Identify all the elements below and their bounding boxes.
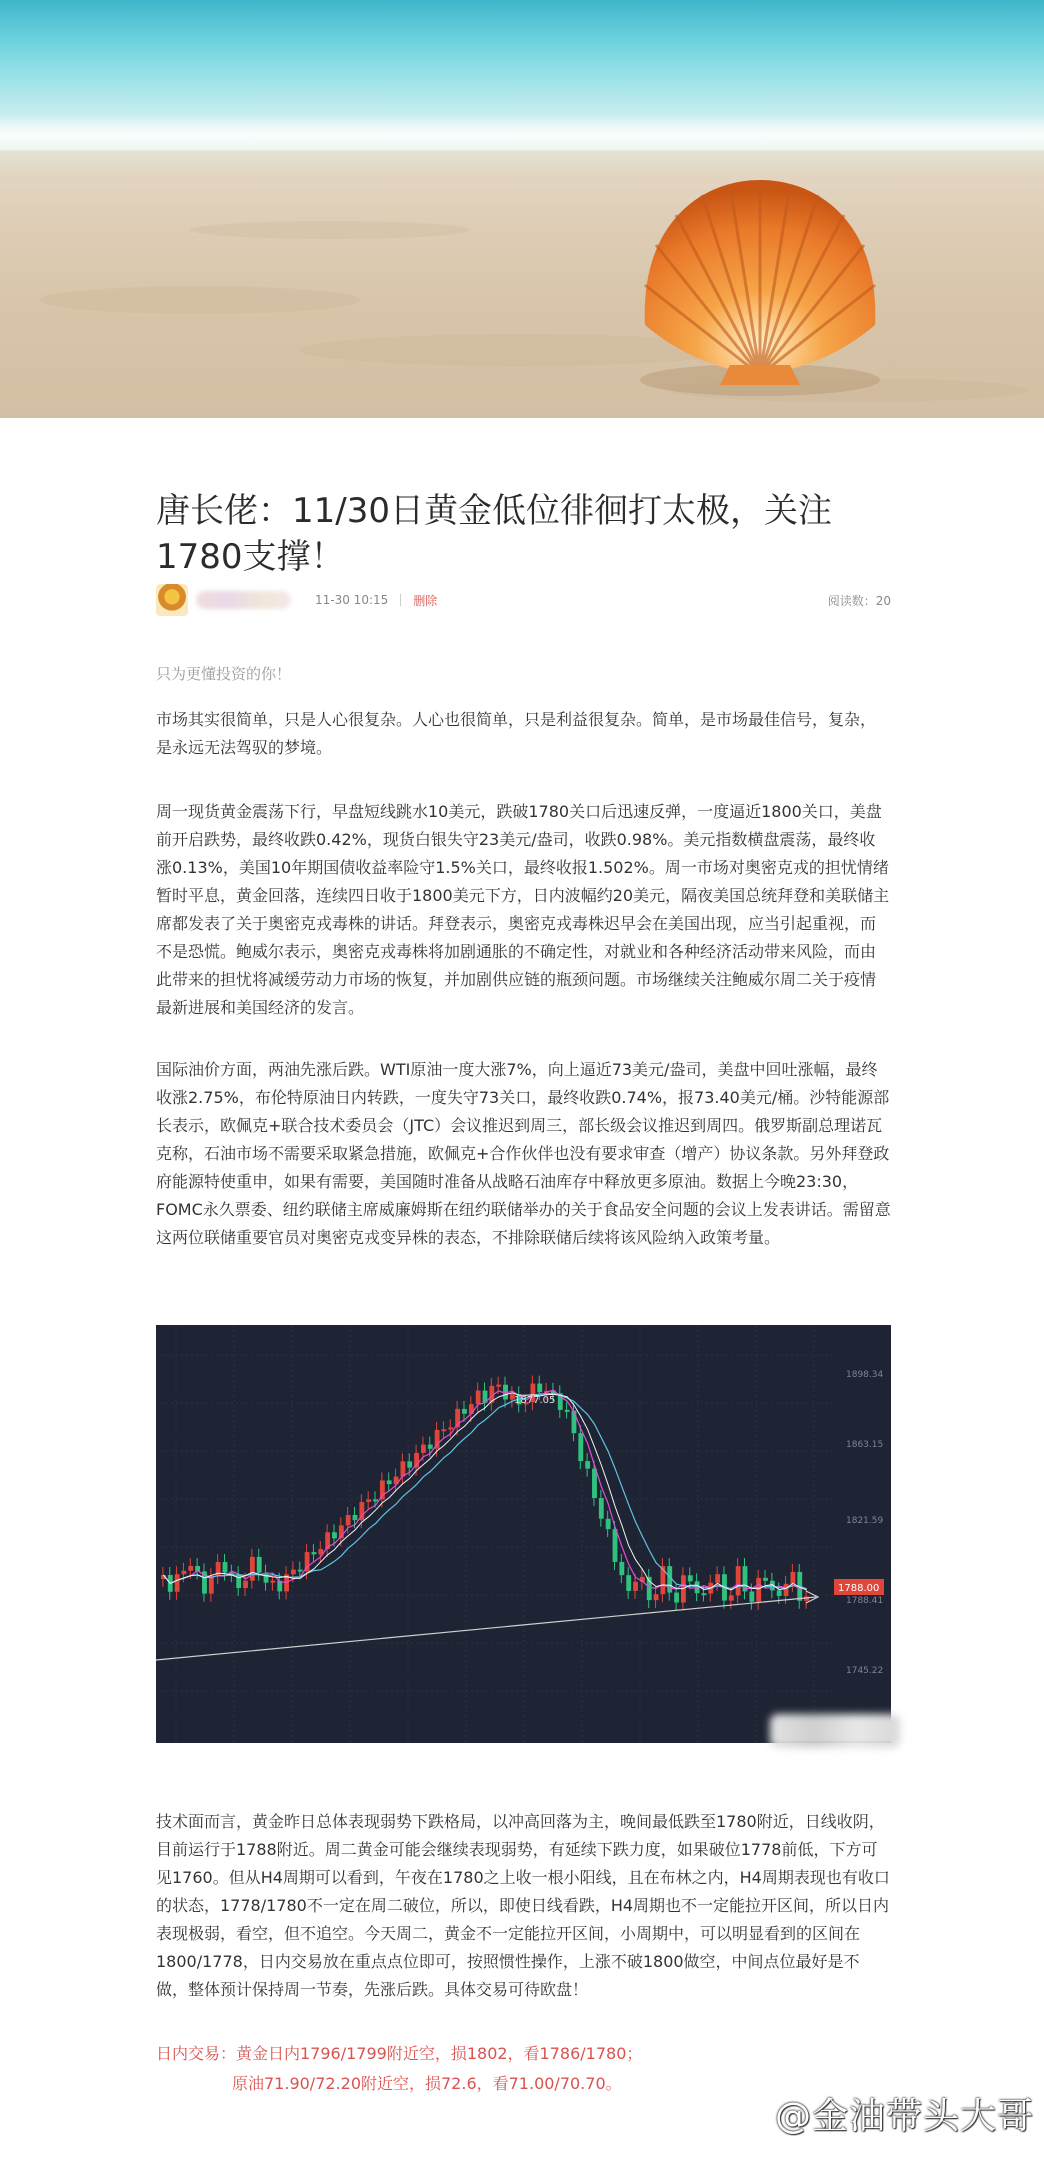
price-tag-label: 1788.00 (838, 1583, 880, 1594)
candle-body (715, 1574, 720, 1583)
candle-body (763, 1578, 768, 1581)
candle-body (223, 1562, 228, 1573)
candle-body (448, 1427, 453, 1429)
banner-image (0, 0, 1044, 418)
trade-line-gold: 日内交易：黄金日内1796/1799附近空，损1802，看1786/1780； (156, 2044, 643, 2063)
candle-body (387, 1480, 392, 1484)
delete-link[interactable]: 删除 (413, 593, 438, 608)
candle-body (257, 1557, 262, 1573)
candle-body (182, 1571, 187, 1574)
candle-body (688, 1575, 693, 1581)
avatar[interactable] (156, 584, 188, 616)
candle-body (496, 1385, 501, 1387)
candle-body (606, 1519, 611, 1529)
candle-body (291, 1570, 296, 1575)
candle-body (790, 1572, 795, 1584)
candle-body (578, 1433, 583, 1461)
trade-line-oil: 原油71.90/72.20附近空，损72.6，看71.00/70.70。 (232, 2074, 622, 2093)
meta-divider (400, 594, 401, 606)
candle-body (373, 1499, 378, 1501)
author-name-blurred[interactable] (196, 591, 291, 609)
axis-label: 1863.15 (846, 1440, 884, 1450)
candle-body (476, 1391, 481, 1405)
axis-label: 1745.22 (846, 1666, 884, 1676)
candle-body (188, 1566, 193, 1571)
candle-body (346, 1515, 351, 1525)
high-price-label: 1877.05 (514, 1395, 556, 1406)
candle-body (599, 1498, 604, 1519)
candle-body (243, 1581, 248, 1588)
candle-body (209, 1576, 214, 1593)
candle-body (777, 1590, 782, 1596)
motto-text: 只为更懂投资的你！ (156, 665, 292, 683)
candle-body (366, 1499, 371, 1502)
candle-body (585, 1461, 590, 1468)
candle-body (380, 1480, 385, 1499)
candlestick-chart-svg (156, 1325, 891, 1743)
axis-label: 1821.59 (846, 1516, 884, 1526)
candlestick-chart (156, 1325, 891, 1743)
candle-body (236, 1574, 241, 1588)
candle-body (175, 1574, 180, 1592)
candle-body (784, 1584, 789, 1596)
candle-body (264, 1573, 269, 1583)
candle-body (613, 1529, 618, 1562)
candle-body (736, 1566, 741, 1595)
paragraph-4: 技术面而言，黄金昨日总体表现弱势下跌格局，以冲高回落为主，晚间最低跌至1780附近，日线收阴，目前运行于1788附近。周二黄金可能会继续表现弱势，有延续下跌力度，如果破位1778前低，下方可见1760。但从H4周期可以看到，午夜在1780之上收一根小阳线，且在布林之内，H4周期表现也有收口的状态，1778/1780不一定在周二破位，所以，即使日线看跌，H4周期也不一定能拉开区间，所以日内表现极弱，看空，但不追空。今天周二，黄金不一定能拉开区间，小周期中，可以明显看到的区间在1800/1778，日内交易放在重点点位即可，按照惯性操作，上涨不破1800做空，中间点位最好是不做，整体预计保持周一节奏，先涨后跌。具体交易可待欧盘！ (156, 1812, 890, 1999)
paragraph-1: 市场其实很简单，只是人心很复杂。人心也很简单，只是利益很复杂。简单，是市场最佳信号，复杂，是永远无法驾驭的梦境。 (156, 710, 877, 757)
article-meta (156, 582, 891, 618)
read-count: 阅读数：20 (827, 593, 891, 608)
trendline (156, 1597, 816, 1660)
candle-body (702, 1593, 707, 1595)
candle-body (749, 1591, 754, 1601)
axis-label: 1898.34 (846, 1370, 884, 1380)
candle-body (537, 1384, 542, 1393)
candle-body (654, 1594, 659, 1600)
candle-body (592, 1469, 597, 1498)
candle-body (626, 1575, 631, 1591)
candle-body (619, 1562, 624, 1575)
paragraph-3: 国际油价方面，两油先涨后跌。WTI原油一度大涨7%，向上逼近73美元/盎司，美盘中回吐涨幅，最终收涨2.75%，布伦特原油日内转跌，一度失守73关口，最终收跌0.74%，报73.40美元/桶。沙特能源部长表示，欧佩克+联合技术委员会（JTC）会议推迟到周三，部长级会议推迟到周四。俄罗斯副总理诺瓦克称，石油市场不需要采取紧急措施，欧佩克+合作伙伴也没有要求审查（增产）协议条款。另外拜登政府能源特使重申，如果有需要，美国随时准备从战略石油库存中释放更多原油。数据上今晚23:30，FOMC永久票委、纽约联储主席威廉姆斯在纽约联储举办的关于食品安全问题的会议上发表讲话。需留意这两位联储重要官员对奥密克戎变异株的表态，不排除联储后续将该风险纳入政策考量。 (156, 1060, 891, 1247)
candle-body (312, 1552, 317, 1554)
candle-body (633, 1582, 638, 1591)
price-tag (834, 1579, 884, 1595)
candle-body (674, 1593, 679, 1603)
paragraph-2: 周一现货黄金震荡下行，早盘短线跳水10美元，跌破1780关口后迅速反弹，一度逼近1800关口，美盘前开启跌势，最终收跌0.42%，现货白银失守23美元/盎司，收跌0.98%。美元指数横盘震荡，最终收涨0.13%，美国10年期国债收益率险守1.5%关口，最终收报1.502%。周一市场对奥密克戎的担忧情绪暂时平息，黄金回落，连续四日收于1800美元下方，日内波幅约20美元，隔夜美国总统拜登和美联储主席都发表了关于奥密克戎毒株的讲话。拜登表示，奥密克戎毒株迟早会在美国出现，应当引起重视，而不是恐慌。鲍威尔表示，奥密克戎毒株将加剧通胀的不确定性，对就业和各种经济活动带来风险，而由此带来的担忧将减缓劳动力市场的恢复，并加剧供应链的瓶颈问题。市场继续关注鲍威尔周二关于疫情最新进展和美国经济的发言。 (156, 802, 890, 1017)
article-title: 唐长佬：11/30日黄金低位徘徊打太极，关注1780支撑！ (156, 491, 832, 577)
candle-body (729, 1595, 734, 1600)
candle-body (407, 1461, 412, 1467)
author-watermark: @金油带头大哥 (774, 2096, 1034, 2137)
candle-body (572, 1411, 577, 1434)
chart-watermark-blurred (770, 1714, 900, 1748)
candle-body (270, 1581, 275, 1583)
candle-body (421, 1445, 426, 1453)
candle-body (462, 1409, 467, 1414)
beach-shell-illustration (0, 0, 1044, 418)
publish-time: 11-30 10:15 (315, 593, 389, 607)
axis-label: 1788.41 (846, 1596, 884, 1606)
candle-body (469, 1404, 474, 1414)
candle-body (565, 1410, 570, 1412)
candle-body (353, 1515, 358, 1520)
candle-body (332, 1532, 337, 1538)
candle-body (298, 1570, 303, 1572)
candle-body (756, 1578, 761, 1602)
candle-body (442, 1429, 447, 1431)
candle-body (250, 1557, 255, 1581)
candle-body (428, 1445, 433, 1449)
